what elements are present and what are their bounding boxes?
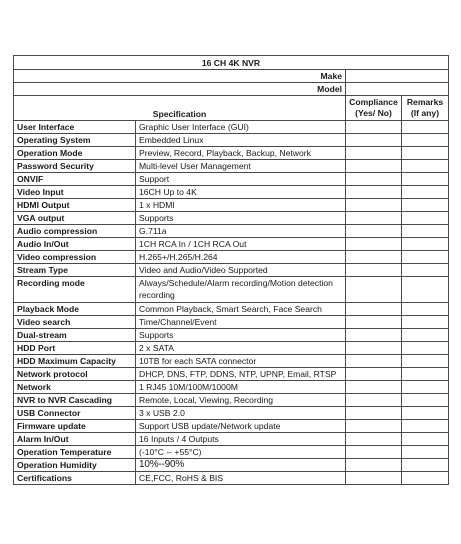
compliance-cell bbox=[346, 433, 402, 446]
compliance-cell bbox=[346, 121, 402, 134]
spec-label: ONVIF bbox=[14, 173, 136, 186]
compliance-cell bbox=[346, 472, 402, 485]
remarks-header bbox=[402, 96, 449, 121]
compliance-header-line-2: (Yes/ No) bbox=[355, 108, 392, 118]
model-value bbox=[346, 83, 449, 96]
table-row bbox=[14, 368, 449, 381]
compliance-cell bbox=[346, 212, 402, 225]
table-row bbox=[14, 225, 449, 238]
document-title: 16 CH 4K NVR bbox=[14, 56, 449, 70]
spec-value: 1 x HDMI bbox=[136, 199, 346, 212]
spec-value: 16 Inputs / 4 Outputs bbox=[136, 433, 346, 446]
compliance-cell bbox=[346, 160, 402, 173]
compliance-cell bbox=[346, 277, 402, 303]
remarks-cell bbox=[402, 342, 449, 355]
spec-label: Dual-stream bbox=[14, 329, 136, 342]
table-row bbox=[14, 238, 449, 251]
table-row bbox=[14, 394, 449, 407]
compliance-cell bbox=[346, 173, 402, 186]
remarks-header-line-1: Remarks bbox=[406, 97, 444, 107]
compliance-cell bbox=[346, 459, 402, 472]
compliance-cell bbox=[346, 368, 402, 381]
spec-value: Remote, Local, Viewing, Recording bbox=[136, 394, 346, 407]
remarks-cell bbox=[402, 355, 449, 368]
title-row bbox=[14, 56, 449, 70]
spec-value: Common Playback, Smart Search, Face Search bbox=[136, 303, 346, 316]
spec-label: Operation Mode bbox=[14, 147, 136, 160]
table-row bbox=[14, 251, 449, 264]
remarks-cell bbox=[402, 186, 449, 199]
table-row bbox=[14, 420, 449, 433]
spec-value: Preview, Record, Playback, Backup, Network bbox=[136, 147, 346, 160]
remarks-cell bbox=[402, 238, 449, 251]
spec-value: G.711a bbox=[136, 225, 346, 238]
spec-label: Video compression bbox=[14, 251, 136, 264]
remarks-cell bbox=[402, 264, 449, 277]
compliance-header-line-1: Compliance bbox=[349, 97, 398, 107]
compliance-cell bbox=[346, 355, 402, 368]
spec-value: Graphic User Interface (GUI) bbox=[136, 121, 346, 134]
remarks-cell bbox=[402, 329, 449, 342]
compliance-cell bbox=[346, 342, 402, 355]
spec-value: Supports bbox=[136, 212, 346, 225]
compliance-cell bbox=[346, 186, 402, 199]
remarks-cell bbox=[402, 277, 449, 303]
table-row bbox=[14, 121, 449, 134]
spec-label: Video Input bbox=[14, 186, 136, 199]
spec-label: Audio In/Out bbox=[14, 238, 136, 251]
spec-value: (-10°C -- +55°C) bbox=[136, 446, 346, 459]
compliance-cell bbox=[346, 329, 402, 342]
spec-table bbox=[13, 55, 449, 485]
remarks-cell bbox=[402, 160, 449, 173]
spec-value: 1CH RCA In / 1CH RCA Out bbox=[136, 238, 346, 251]
spec-label: NVR to NVR Cascading bbox=[14, 394, 136, 407]
spec-value: Multi-level User Management bbox=[136, 160, 346, 173]
spec-value: Support USB update/Network update bbox=[136, 420, 346, 433]
table-row bbox=[14, 186, 449, 199]
table-row bbox=[14, 381, 449, 394]
model-label: Model bbox=[14, 83, 346, 96]
spec-value: Video and Audio/Video Supported bbox=[136, 264, 346, 277]
table-row bbox=[14, 459, 449, 472]
model-row bbox=[14, 83, 449, 96]
remarks-cell bbox=[402, 316, 449, 329]
compliance-cell bbox=[346, 394, 402, 407]
spec-label: Alarm In/Out bbox=[14, 433, 136, 446]
spec-label: Operating System bbox=[14, 134, 136, 147]
compliance-cell bbox=[346, 199, 402, 212]
remarks-cell bbox=[402, 212, 449, 225]
spec-value: Embedded Linux bbox=[136, 134, 346, 147]
table-row bbox=[14, 303, 449, 316]
compliance-cell bbox=[346, 316, 402, 329]
remarks-cell bbox=[402, 472, 449, 485]
remarks-cell bbox=[402, 394, 449, 407]
spec-value: CE,FCC, RoHS & BIS bbox=[136, 472, 346, 485]
remarks-cell bbox=[402, 420, 449, 433]
table-row bbox=[14, 472, 449, 485]
specification-header: Specification bbox=[14, 96, 346, 121]
remarks-cell bbox=[402, 459, 449, 472]
table-row bbox=[14, 147, 449, 160]
spec-label: HDD Maximum Capacity bbox=[14, 355, 136, 368]
remarks-cell bbox=[402, 433, 449, 446]
spec-value: Time/Channel/Event bbox=[136, 316, 346, 329]
compliance-cell bbox=[346, 446, 402, 459]
header-row bbox=[14, 96, 449, 121]
table-row bbox=[14, 355, 449, 368]
spec-label: Network bbox=[14, 381, 136, 394]
table-row bbox=[14, 446, 449, 459]
spec-value: Support bbox=[136, 173, 346, 186]
table-row bbox=[14, 160, 449, 173]
remarks-cell bbox=[402, 303, 449, 316]
spec-label: Operation Humidity bbox=[14, 459, 136, 472]
make-row bbox=[14, 70, 449, 83]
spec-label: HDD Port bbox=[14, 342, 136, 355]
spec-value: 10%--90% bbox=[136, 459, 346, 472]
compliance-cell bbox=[346, 238, 402, 251]
spec-label: Recording mode bbox=[14, 277, 136, 303]
remarks-cell bbox=[402, 199, 449, 212]
table-row bbox=[14, 173, 449, 186]
compliance-cell bbox=[346, 264, 402, 277]
spec-value: 16CH Up to 4K bbox=[136, 186, 346, 199]
remarks-cell bbox=[402, 173, 449, 186]
remarks-cell bbox=[402, 147, 449, 160]
remarks-cell bbox=[402, 407, 449, 420]
spec-value: 3 x USB 2.0 bbox=[136, 407, 346, 420]
table-row bbox=[14, 433, 449, 446]
compliance-cell bbox=[346, 303, 402, 316]
make-label: Make bbox=[14, 70, 346, 83]
spec-value: 10TB for each SATA connector bbox=[136, 355, 346, 368]
spec-label: USB Connector bbox=[14, 407, 136, 420]
table-row bbox=[14, 199, 449, 212]
spec-label: Password Security bbox=[14, 160, 136, 173]
spec-value: Always/Schedule/Alarm recording/Motion detection recording bbox=[136, 277, 346, 303]
table-row bbox=[14, 316, 449, 329]
compliance-cell bbox=[346, 147, 402, 160]
compliance-cell bbox=[346, 407, 402, 420]
compliance-cell bbox=[346, 251, 402, 264]
spec-label: Network protocol bbox=[14, 368, 136, 381]
spec-label: Certifications bbox=[14, 472, 136, 485]
remarks-cell bbox=[402, 121, 449, 134]
table-row bbox=[14, 134, 449, 147]
remarks-header-line-2: (If any) bbox=[410, 108, 440, 118]
remarks-cell bbox=[402, 446, 449, 459]
spec-label: Stream Type bbox=[14, 264, 136, 277]
table-row bbox=[14, 264, 449, 277]
spec-label: Audio compression bbox=[14, 225, 136, 238]
spec-label: Video search bbox=[14, 316, 136, 329]
remarks-cell bbox=[402, 251, 449, 264]
remarks-cell bbox=[402, 225, 449, 238]
spec-value: DHCP, DNS, FTP, DDNS, NTP, UPNP, Email, RTSP bbox=[136, 368, 346, 381]
spec-label: Playback Mode bbox=[14, 303, 136, 316]
table-row bbox=[14, 329, 449, 342]
spec-label: VGA output bbox=[14, 212, 136, 225]
remarks-cell bbox=[402, 368, 449, 381]
table-row bbox=[14, 342, 449, 355]
make-value bbox=[346, 70, 449, 83]
spec-value: Supports bbox=[136, 329, 346, 342]
remarks-cell bbox=[402, 134, 449, 147]
spec-value: 2 x SATA bbox=[136, 342, 346, 355]
table-row bbox=[14, 407, 449, 420]
spec-label: HDMI Output bbox=[14, 199, 136, 212]
spec-value: 1 RJ45 10M/100M/1000M bbox=[136, 381, 346, 394]
compliance-cell bbox=[346, 420, 402, 433]
compliance-cell bbox=[346, 134, 402, 147]
compliance-cell bbox=[346, 225, 402, 238]
spec-label: User Interface bbox=[14, 121, 136, 134]
spec-value: H.265+/H.265/H.264 bbox=[136, 251, 346, 264]
spec-label: Firmware update bbox=[14, 420, 136, 433]
table-row bbox=[14, 277, 449, 303]
compliance-cell bbox=[346, 381, 402, 394]
remarks-cell bbox=[402, 381, 449, 394]
spec-label: Operation Temperature bbox=[14, 446, 136, 459]
compliance-header bbox=[346, 96, 402, 121]
table-row bbox=[14, 212, 449, 225]
